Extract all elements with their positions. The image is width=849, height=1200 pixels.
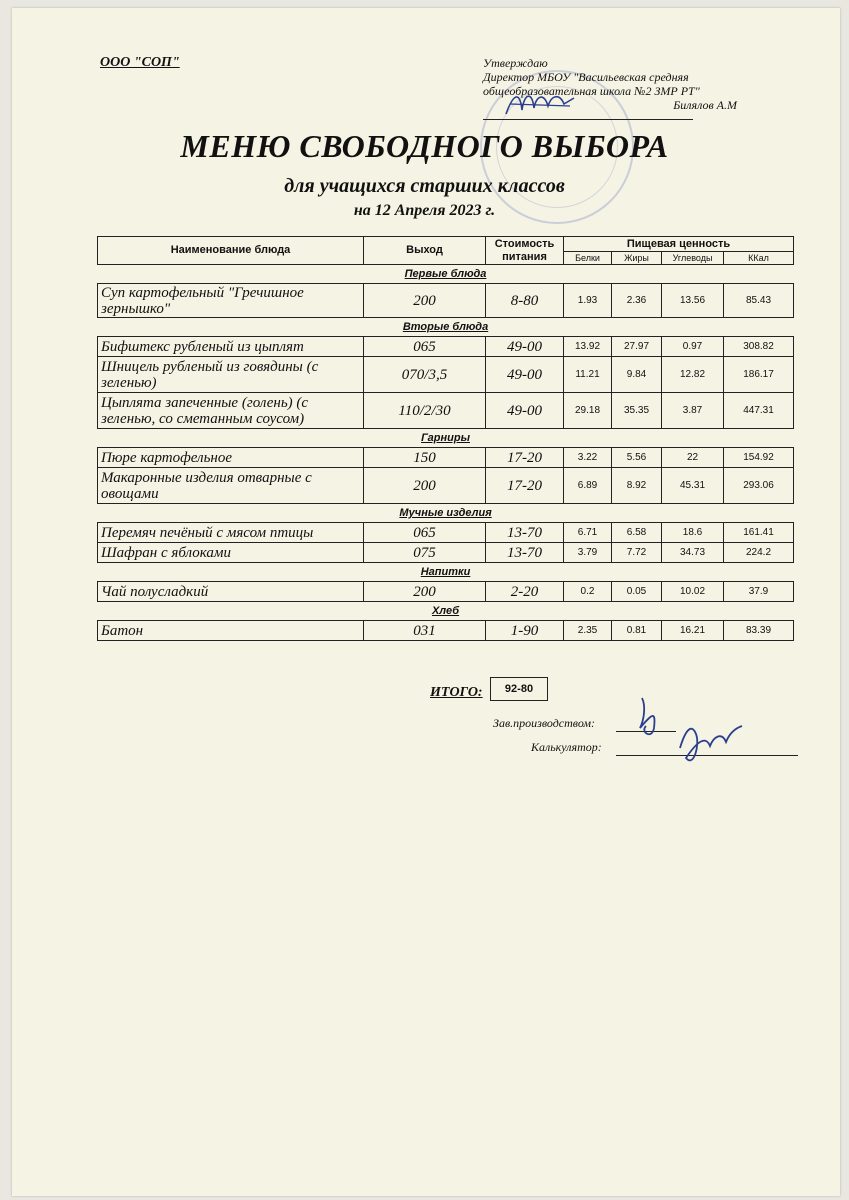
dish-price: 17-20 <box>486 448 564 468</box>
dish-fat: 0.05 <box>612 582 662 602</box>
dish-fat: 7.72 <box>612 543 662 563</box>
table-row <box>98 621 794 641</box>
dish-protein: 6.71 <box>564 523 612 543</box>
dish-kcal: 37.9 <box>724 582 794 602</box>
table-row <box>98 393 794 429</box>
dish-name: Пюре картофельное <box>98 448 364 468</box>
dish-kcal: 447.31 <box>724 393 794 429</box>
dish-name: Чай полусладкий <box>98 582 364 602</box>
dish-output: 200 <box>364 468 486 504</box>
dish-protein: 2.35 <box>564 621 612 641</box>
signature-line <box>483 119 693 120</box>
dish-kcal: 224.2 <box>724 543 794 563</box>
section-title: Первые блюда <box>404 268 487 280</box>
dish-output: 065 <box>364 337 486 357</box>
dish-fat: 2.36 <box>612 284 662 318</box>
page-title: МЕНЮ СВОБОДНОГО ВЫБОРА <box>180 128 669 164</box>
table-row <box>98 357 794 393</box>
dish-name: Перемяч печёный с мясом птицы <box>98 523 364 543</box>
dish-carbs: 16.21 <box>662 621 724 641</box>
dish-carbs: 12.82 <box>662 357 724 393</box>
column-header-nutrition: Пищевая ценность <box>564 237 794 252</box>
calculator-label: Калькулятор: <box>531 740 602 754</box>
dish-fat: 0.81 <box>612 621 662 641</box>
dish-carbs: 22 <box>662 448 724 468</box>
column-header-fat: Жиры <box>612 252 662 265</box>
dish-output: 065 <box>364 523 486 543</box>
dish-price: 49-00 <box>486 357 564 393</box>
dish-carbs: 13.56 <box>662 284 724 318</box>
table-row <box>98 543 794 563</box>
dish-output: 110/2/30 <box>364 393 486 429</box>
dish-carbs: 10.02 <box>662 582 724 602</box>
handwritten-signature <box>610 688 750 770</box>
dish-fat: 35.35 <box>612 393 662 429</box>
section-title: Хлеб <box>431 605 460 617</box>
dish-fat: 6.58 <box>612 523 662 543</box>
dish-kcal: 85.43 <box>724 284 794 318</box>
table-row <box>98 468 794 504</box>
total-label: ИТОГО: <box>430 685 483 700</box>
dish-output: 031 <box>364 621 486 641</box>
table-row <box>98 448 794 468</box>
dish-output: 150 <box>364 448 486 468</box>
section-title: Мучные изделия <box>399 507 492 519</box>
approve-line: Утверждаю <box>483 56 548 70</box>
dish-protein: 6.89 <box>564 468 612 504</box>
production-head-label: Зав.производством: <box>493 716 596 730</box>
dish-protein: 1.93 <box>564 284 612 318</box>
approve-line: общеобразовательная школа №2 ЗМР РТ" <box>483 84 700 98</box>
dish-fat: 5.56 <box>612 448 662 468</box>
dish-protein: 0.2 <box>564 582 612 602</box>
dish-name: Цыплята запеченные (голень) (с зеленью, со сметанным соусом) <box>98 393 364 429</box>
dish-name: Батон <box>98 621 364 641</box>
dish-fat: 8.92 <box>612 468 662 504</box>
dish-carbs: 34.73 <box>662 543 724 563</box>
column-header-name: Наименование блюда <box>98 237 364 265</box>
dish-output: 075 <box>364 543 486 563</box>
section-title: Гарниры <box>421 432 470 444</box>
dish-carbs: 0.97 <box>662 337 724 357</box>
organization-name: ООО "СОП" <box>100 55 180 70</box>
dish-protein: 29.18 <box>564 393 612 429</box>
column-header-price: Стоимость питания <box>486 237 564 265</box>
dish-output: 200 <box>364 582 486 602</box>
column-header-output: Выход <box>364 237 486 265</box>
column-header-kcal: ККал <box>724 252 794 265</box>
dish-fat: 9.84 <box>612 357 662 393</box>
dish-protein: 11.21 <box>564 357 612 393</box>
dish-price: 8-80 <box>486 284 564 318</box>
dish-kcal: 154.92 <box>724 448 794 468</box>
dish-protein: 13.92 <box>564 337 612 357</box>
section-title: Напитки <box>420 566 471 578</box>
dish-fat: 27.97 <box>612 337 662 357</box>
table-row <box>98 284 794 318</box>
dish-name: Макаронные изделия отварные с овощами <box>98 468 364 504</box>
dish-price: 49-00 <box>486 337 564 357</box>
dish-carbs: 45.31 <box>662 468 724 504</box>
section-title: Вторые блюда <box>402 321 489 333</box>
dish-carbs: 18.6 <box>662 523 724 543</box>
menu-date: на 12 Апреля 2023 г. <box>353 202 496 219</box>
dish-name: Бифштекс рубленый из цыплят <box>98 337 364 357</box>
dish-output: 070/3,5 <box>364 357 486 393</box>
dish-kcal: 293.06 <box>724 468 794 504</box>
dish-price: 13-70 <box>486 543 564 563</box>
approval-block <box>483 56 803 112</box>
dish-output: 200 <box>364 284 486 318</box>
column-header-carbs: Углеводы <box>662 252 724 265</box>
dish-name: Суп картофельный "Гречишное зернышко" <box>98 284 364 318</box>
dish-protein: 3.79 <box>564 543 612 563</box>
table-row <box>98 582 794 602</box>
dish-kcal: 161.41 <box>724 523 794 543</box>
table-row <box>98 523 794 543</box>
dish-kcal: 83.39 <box>724 621 794 641</box>
dish-kcal: 308.82 <box>724 337 794 357</box>
table-row <box>98 337 794 357</box>
dish-carbs: 3.87 <box>662 393 724 429</box>
dish-price: 49-00 <box>486 393 564 429</box>
page-subtitle: для учащихся старших классов <box>284 175 565 197</box>
total-value: 92-80 <box>490 677 548 701</box>
column-header-protein: Белки <box>564 252 612 265</box>
dish-price: 1-90 <box>486 621 564 641</box>
dish-price: 2-20 <box>486 582 564 602</box>
dish-price: 17-20 <box>486 468 564 504</box>
dish-name: Шницель рубленый из говядины (с зеленью) <box>98 357 364 393</box>
dish-kcal: 186.17 <box>724 357 794 393</box>
approve-line: Директор МБОУ "Васильевская средняя <box>483 70 689 84</box>
menu-table <box>97 236 794 641</box>
dish-protein: 3.22 <box>564 448 612 468</box>
dish-price: 13-70 <box>486 523 564 543</box>
director-name: Билялов А.М <box>673 98 737 112</box>
dish-name: Шафран с яблоками <box>98 543 364 563</box>
